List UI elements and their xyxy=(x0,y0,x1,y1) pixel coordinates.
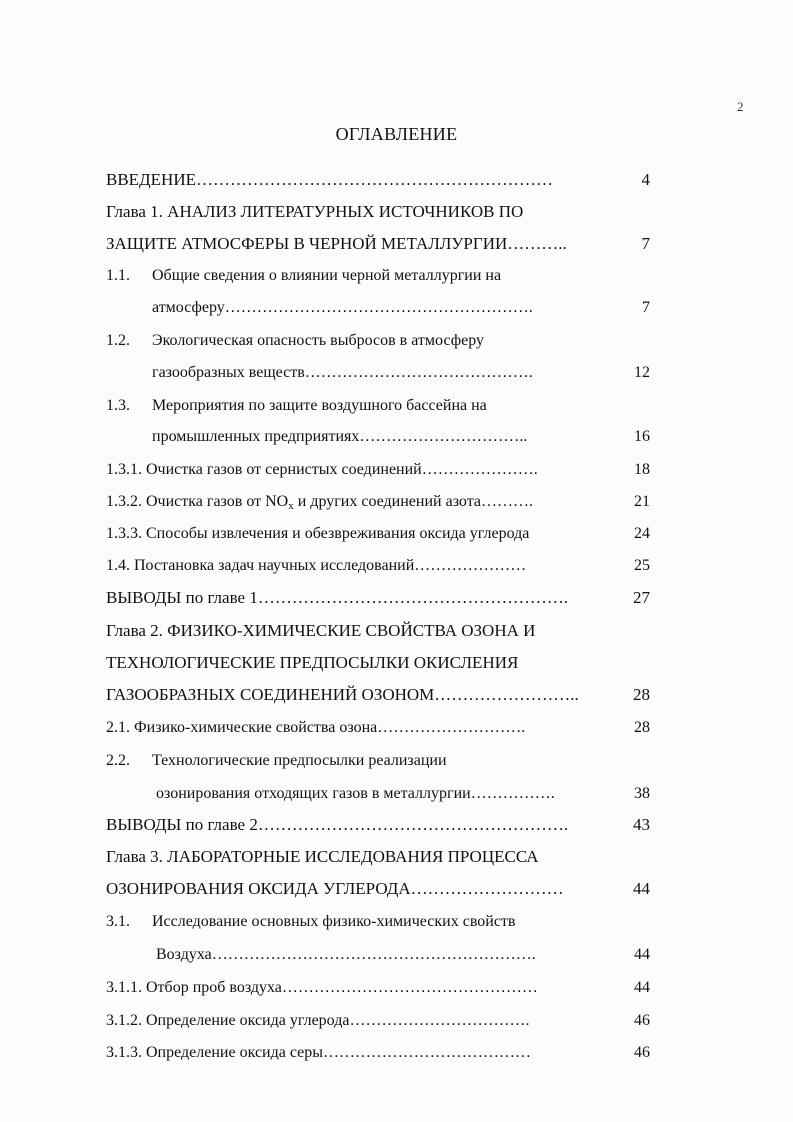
toc-entry-1-3-cont[interactable] xyxy=(106,425,650,449)
toc-entry-page: 28 xyxy=(634,719,650,736)
toc-entry-chapter-2-cont2[interactable] xyxy=(106,683,650,707)
toc-entry-3-1-1[interactable] xyxy=(106,976,650,1000)
toc-entry-2-2-cont[interactable] xyxy=(106,782,650,806)
toc-entry-page: 38 xyxy=(634,785,650,802)
toc-entry-text: 3.1.3. Определение оксида серы………………………………… xyxy=(106,1044,531,1061)
toc-entry-page: 4 xyxy=(641,170,650,189)
toc-entry-page: 44 xyxy=(634,946,650,963)
toc-entry-2-2[interactable] xyxy=(106,749,650,773)
toc-entry-number: 1.2. xyxy=(106,332,130,349)
toc-entry-text: ОЗОНИРОВАНИЯ ОКСИДА УГЛЕРОДА……………………… xyxy=(106,879,564,898)
toc-entry-3-1-cont[interactable] xyxy=(106,943,650,967)
page-title: ОГЛАВЛЕНИЕ xyxy=(335,124,458,144)
toc-entry-page: 7 xyxy=(641,234,650,253)
toc-entry-text-part: и других соединений азота………. xyxy=(293,493,533,510)
toc-entry-introduction[interactable] xyxy=(106,168,650,192)
toc-entry-text: промышленных предприятиях………………………….. xyxy=(152,428,528,445)
toc-entry-text: ВЫВОДЫ по главе 1………………………………………………. xyxy=(106,588,569,607)
toc-entry-text: 2.1. Физико-химические свойства озона………………………. xyxy=(106,719,526,736)
toc-entry-1-3-3[interactable] xyxy=(106,522,650,546)
toc-entry-text: 1.3.1. Очистка газов от сернистых соединений…………………. xyxy=(106,461,538,478)
toc-entry-1-4[interactable] xyxy=(106,554,650,578)
toc-entry-text: Глава 2. ФИЗИКО-ХИМИЧЕСКИЕ СВОЙСТВА ОЗОНА И xyxy=(106,621,536,640)
toc-entry-text: ТЕХНОЛОГИЧЕСКИЕ ПРЕДПОСЫЛКИ ОКИСЛЕНИЯ xyxy=(106,653,519,672)
page-number: 2 xyxy=(737,99,744,114)
toc-entry-page: 7 xyxy=(642,299,650,316)
toc-entry-1-3-2[interactable] xyxy=(106,490,650,514)
toc-entry-page: 18 xyxy=(634,461,650,478)
toc-entry-2-1[interactable] xyxy=(106,716,650,740)
toc-entry-1-3[interactable] xyxy=(106,394,650,418)
toc-entry-page: 44 xyxy=(633,879,650,898)
toc-entry-text: 3.1.1. Отбор проб воздуха………………………………………… xyxy=(106,979,538,996)
toc-entry-chapter-2[interactable] xyxy=(106,619,650,643)
toc-entry-text: Глава 3. ЛАБОРАТОРНЫЕ ИССЛЕДОВАНИЯ ПРОЦЕССА xyxy=(106,847,539,866)
toc-entry-text: 1.3.3. Способы извлечения и обезвреживания оксида углерода xyxy=(106,525,530,542)
toc-entry-text: ВЫВОДЫ по главе 2………………………………………………. xyxy=(106,815,569,834)
toc-entry-text: Исследование основных физико-химических свойств xyxy=(152,913,516,930)
toc-entry-text: ГАЗООБРАЗНЫХ СОЕДИНЕНИЙ ОЗОНОМ…………………….. xyxy=(106,685,579,704)
toc-entry-page: 25 xyxy=(634,557,650,574)
toc-entry-text: Общие сведения о влиянии черной металлургии на xyxy=(152,267,502,284)
toc-entry-1-2-cont[interactable] xyxy=(106,361,650,385)
toc-entry-text: озонирования отходящих газов в металлургии……………. xyxy=(156,785,555,802)
toc-entry-page: 46 xyxy=(634,1044,650,1061)
toc-entry-chapter-1[interactable] xyxy=(106,200,650,224)
toc-entry-text: атмосферу…………………………………………………. xyxy=(152,299,533,316)
toc-entry-chapter-1-cont[interactable] xyxy=(106,232,650,256)
toc-entry-number: 1.1. xyxy=(106,267,130,284)
toc-entry-number: 2.2. xyxy=(106,752,130,769)
toc-entry-page: 44 xyxy=(634,979,650,996)
toc-entry-page: 27 xyxy=(633,588,650,607)
toc-entry-text: Мероприятия по защите воздушного бассейна на xyxy=(152,397,487,414)
toc-entry-text: Экологическая опасность выбросов в атмосферу xyxy=(152,332,484,349)
toc-entry-chapter-2-cont[interactable] xyxy=(106,651,650,675)
toc-entry-text: Воздуха……………………………………………………. xyxy=(156,946,536,963)
toc-entry-page: 46 xyxy=(634,1012,650,1029)
toc-entry-text: 1.4. Постановка задач научных исследований………………… xyxy=(106,557,527,574)
subscript: x xyxy=(288,500,294,512)
toc-entry-text: 3.1.2. Определение оксида углерода……………………………. xyxy=(106,1012,530,1029)
toc-entry-1-1-cont[interactable] xyxy=(106,296,650,320)
toc-entry-page: 28 xyxy=(633,685,650,704)
toc-entry-text: Глава 1. АНАЛИЗ ЛИТЕРАТУРНЫХ ИСТОЧНИКОВ ПО xyxy=(106,202,524,221)
toc-entry-3-1[interactable] xyxy=(106,910,650,934)
toc-entry-text-part: 1.3.2. Очистка газов от NO xyxy=(106,493,289,510)
toc-entry-conclusions-2[interactable] xyxy=(106,813,650,837)
toc-entry-text: ВВЕДЕНИЕ……………………………………………………… xyxy=(106,170,553,189)
toc-entry-1-2[interactable] xyxy=(106,329,650,353)
toc-entry-text: Технологические предпосылки реализации xyxy=(152,752,447,769)
toc-entry-1-1[interactable] xyxy=(106,264,650,288)
toc-entry-text xyxy=(106,490,533,518)
toc-entry-page: 16 xyxy=(634,428,650,445)
toc-entry-page: 12 xyxy=(634,364,650,381)
toc-entry-text: ЗАЩИТЕ АТМОСФЕРЫ В ЧЕРНОЙ МЕТАЛЛУРГИИ……….. xyxy=(106,234,567,253)
toc-entry-page: 21 xyxy=(634,493,650,510)
toc-entry-number: 3.1. xyxy=(106,913,130,930)
toc-entry-page: 43 xyxy=(633,815,650,834)
toc-entry-number: 1.3. xyxy=(106,397,130,414)
toc-entry-text: газообразных веществ……………………………………. xyxy=(152,364,533,381)
toc-entry-chapter-3-cont[interactable] xyxy=(106,877,650,901)
toc-entry-3-1-2[interactable] xyxy=(106,1009,650,1033)
toc-entry-3-1-3[interactable] xyxy=(106,1041,650,1065)
toc-entry-page: 24 xyxy=(634,525,650,542)
toc-entry-1-3-1[interactable] xyxy=(106,458,650,482)
toc-entry-conclusions-1[interactable] xyxy=(106,586,650,610)
toc-entry-chapter-3[interactable] xyxy=(106,845,650,869)
